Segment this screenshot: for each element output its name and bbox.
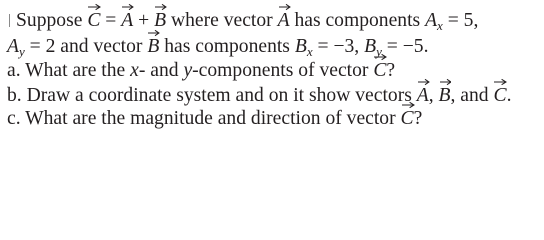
question-mark: ? <box>386 60 396 81</box>
y-variable: y <box>183 60 193 81</box>
equals-sign: = <box>24 36 46 57</box>
part-a-text: a. What are the <box>7 60 131 81</box>
separator: , <box>428 85 439 106</box>
vector-c: C <box>493 85 506 107</box>
by-symbol: $B_y$ <box>364 36 382 59</box>
vector-b: B <box>154 10 166 32</box>
equals-sign: = <box>312 36 334 57</box>
question-part-b <box>7 85 511 107</box>
part-c-text: c. What are the magnitude and direction of vector <box>7 108 401 129</box>
vector-a: A <box>278 10 290 32</box>
x-variable: x <box>130 60 139 81</box>
by-value: −5. <box>402 36 429 57</box>
vector-c: C <box>401 108 414 130</box>
question-part-a <box>7 60 395 82</box>
equals-sign: = <box>381 36 403 57</box>
bx-symbol: $B_x$ <box>294 36 313 59</box>
part-b-text: b. Draw a coordinate system and on it show vectors <box>7 85 417 106</box>
components-text: has components <box>159 36 295 57</box>
problem-line-2 <box>7 36 428 58</box>
ay-symbol: $A_y$ <box>7 36 25 59</box>
bx-value: −3, <box>333 36 360 57</box>
ay-value: 2 and vector <box>45 36 148 57</box>
question-part-c <box>7 108 422 130</box>
plus-sign: + <box>133 10 155 31</box>
intro-text: Suppose <box>16 10 88 31</box>
problem-marker <box>9 14 10 27</box>
vector-c: C <box>87 10 100 32</box>
part-a-text: - and <box>138 60 184 81</box>
vector-b: B <box>439 85 451 107</box>
where-text: where vector <box>166 10 278 31</box>
period: . <box>506 85 512 106</box>
vector-b: B <box>147 36 159 58</box>
components-text: has components <box>289 10 426 31</box>
equals-sign: = <box>442 10 464 31</box>
equals-sign: = <box>100 10 122 31</box>
vector-a: A <box>121 10 133 32</box>
part-a-text: -components of vector <box>192 60 374 81</box>
separator: , and <box>450 85 494 106</box>
vector-c: C <box>373 60 386 82</box>
ax-value: 5, <box>463 10 479 31</box>
problem-line-1 <box>7 10 478 32</box>
vector-a: A <box>417 85 429 107</box>
ax-symbol: $A_x$ <box>425 10 443 33</box>
question-mark: ? <box>413 108 423 129</box>
